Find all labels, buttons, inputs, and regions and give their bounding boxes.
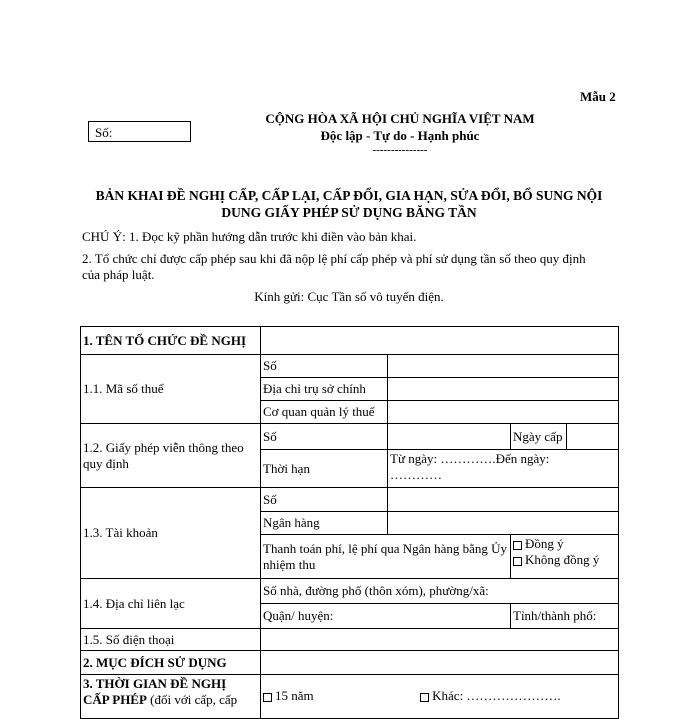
account-number-label: Số xyxy=(261,488,388,512)
agree-option[interactable] xyxy=(513,536,616,552)
section-3-title-b: CẤP PHÉP xyxy=(83,692,147,707)
tax-authority-label: Cơ quan quản lý thuế xyxy=(261,401,388,424)
duration-dots: ………… xyxy=(390,467,442,482)
issue-date-field[interactable] xyxy=(567,424,619,450)
motto-separator: --------------- xyxy=(372,144,428,156)
option-15-years-checkbox[interactable] xyxy=(263,693,272,702)
account-label: 1.3. Tài khoản xyxy=(81,488,261,579)
duration-field[interactable] xyxy=(388,450,619,488)
purpose-field[interactable] xyxy=(261,651,619,675)
option-other[interactable] xyxy=(420,688,561,703)
agree-checkbox[interactable] xyxy=(513,541,522,550)
option-15-years-label: 15 năm xyxy=(275,688,314,703)
tax-code-label: 1.1. Mã số thuế xyxy=(81,355,261,424)
note-2-line1: 2. Tổ chức chỉ được cấp phép sau khi đã nộp lệ phí cấp phép và phí sử dụng tần số theo quy định xyxy=(82,251,586,266)
disagree-checkbox[interactable] xyxy=(513,557,522,566)
section-1-title: 1. TÊN TỔ CHỨC ĐỀ NGHỊ xyxy=(81,327,261,355)
option-other-checkbox[interactable] xyxy=(420,693,429,702)
section-1-row xyxy=(81,327,619,355)
tax-number-label: Số xyxy=(261,355,388,378)
head-office-label: Địa chỉ trụ sở chính xyxy=(261,378,388,401)
phone-field[interactable] xyxy=(261,629,619,651)
disagree-option[interactable] xyxy=(513,552,616,568)
note-2-line2: của pháp luật. xyxy=(82,267,155,282)
phone-label: 1.5. Số điện thoại xyxy=(81,629,261,651)
section-3-title-c: (đối với cấp, cấp xyxy=(150,692,238,707)
account-number-field[interactable] xyxy=(388,488,619,512)
note-1: CHÚ Ý: 1. Đọc kỹ phần hướng dẫn trước khi điền vào bản khai. xyxy=(82,229,417,244)
tax-authority-field[interactable] xyxy=(388,401,619,424)
contact-address-label: 1.4. Địa chỉ liên lạc xyxy=(81,579,261,629)
option-15-years[interactable] xyxy=(263,688,314,703)
province-field[interactable] xyxy=(511,604,619,629)
issue-date-label: Ngày cấp xyxy=(511,424,567,450)
license-number-label: Số xyxy=(261,424,388,450)
national-motto: Độc lập - Tự do - Hạnh phúc xyxy=(320,128,480,143)
form-code: Mẫu 2 xyxy=(580,89,616,104)
telecom-license-label: 1.2. Giấy phép viễn thông theo quy định xyxy=(81,424,261,488)
bank-label: Ngân hàng xyxy=(261,512,388,535)
payment-method-label: Thanh toán phí, lệ phí qua Ngân hàng bằng Ủy nhiệm thu xyxy=(261,535,511,579)
org-name-field[interactable] xyxy=(261,327,619,355)
document-title-line2: DUNG GIẤY PHÉP SỬ DỤNG BĂNG TẦN xyxy=(221,205,477,220)
bank-field[interactable] xyxy=(388,512,619,535)
agree-label: Đồng ý xyxy=(525,536,564,551)
street-field[interactable] xyxy=(261,579,619,604)
document-title-line1: BẢN KHAI ĐỀ NGHỊ CẤP, CẤP LẠI, CẤP ĐỔI, GIA HẠN, SỬA ĐỔI, BỔ SUNG NỘI xyxy=(95,188,603,203)
number-label: Số: xyxy=(95,125,113,140)
license-period-options xyxy=(261,675,619,719)
recipient-line: Kính gửi: Cục Tần số vô tuyến điện. xyxy=(254,289,444,304)
section-2-title: 2. MỤC ĐÍCH SỬ DỤNG xyxy=(81,651,261,675)
application-form-table xyxy=(80,326,619,719)
nation-name: CỘNG HÒA XÃ HỘI CHỦ NGHĨA VIỆT NAM xyxy=(265,111,535,126)
payment-options xyxy=(511,535,619,579)
disagree-label: Không đồng ý xyxy=(525,552,600,567)
district-label: Quận/ huyện: xyxy=(263,608,334,623)
license-number-field[interactable] xyxy=(388,424,511,450)
tax-number-field[interactable] xyxy=(388,355,619,378)
section-3-title xyxy=(81,675,261,719)
section-3-title-a: 3. THỜI GIAN ĐỀ NGHỊ xyxy=(83,676,227,691)
duration-label: Thời hạn xyxy=(261,450,388,488)
number-box[interactable] xyxy=(88,121,191,142)
option-other-label: Khác: …………………. xyxy=(432,688,561,703)
district-field[interactable] xyxy=(261,604,511,629)
duration-from-to: Từ ngày: ………….Đến ngày: xyxy=(390,451,550,466)
street-label: Số nhà, đường phố (thôn xóm), phường/xã: xyxy=(263,583,489,598)
province-label: Tỉnh/thành phố: xyxy=(513,608,597,623)
head-office-field[interactable] xyxy=(388,378,619,401)
